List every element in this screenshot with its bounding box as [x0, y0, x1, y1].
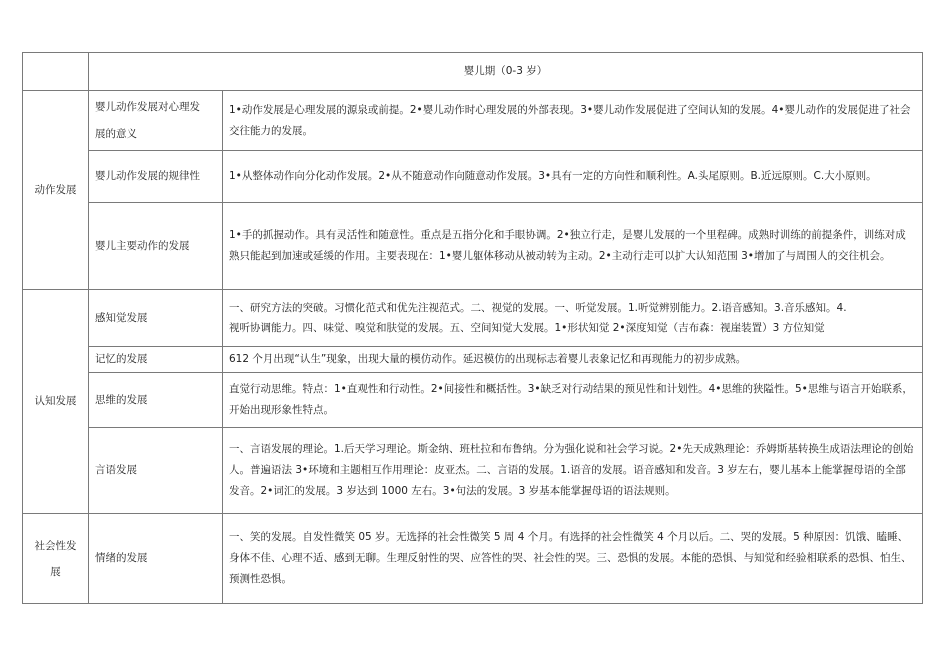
row-content-perception: [223, 290, 923, 347]
row-content-language: 一、言语发展的理论。1.后天学习理论。斯金纳、班杜拉和布鲁纳。分为强化说和社会学习说。2•先天成熟理论：乔姆斯基转换生成语法理论的创始人。普遍语法 3•环境和主题相互作用理论：皮亚杰。二、言语的发展。1.语音的发展。语音感知和发音。3 岁左右，婴儿基本上能掌握母语的全部发音。2•词汇的发展。3 岁达到 1000 左右。3•句法的发展。3 岁基本能掌握母语的语法规则。: [223, 428, 923, 514]
row-content-motor-rules: 1•从整体动作向分化动作发展。2•从不随意动作向随意动作发展。3•具有一定的方向性和顺利性。A.头尾原则。B.近远原则。C.大小原则。: [223, 151, 923, 203]
group-social-development: [23, 514, 89, 604]
row-label-line: 展的意义: [95, 127, 137, 140]
row-content-line: 视听协调能力。四、味觉、嗅觉和肤觉的发展。五、空间知觉大发展。1•形状知觉 2•深度知觉（吉布森：视崖装置）3 方位知觉: [229, 321, 825, 334]
row-content-memory: 612 个月出现“认生”现象，出现大量的模仿动作。延迟模仿的出现标志着婴儿表象记忆和再现能力的初步成熟。: [223, 347, 923, 373]
table-header-row: [23, 53, 923, 91]
group-cognitive-development: 认知发展: [23, 290, 89, 514]
row-label-thinking: 思维的发展: [89, 373, 223, 428]
document-sheet: [22, 52, 922, 604]
table-row: [23, 290, 923, 347]
table-row: [23, 347, 923, 373]
header-empty-cell: [23, 53, 89, 91]
row-content-motor-significance: 1•动作发展是心理发展的源泉或前提。2•婴儿动作时心理发展的外部表现。3•婴儿动作发展促进了空间认知的发展。4•婴儿动作的发展促进了社会交往能力的发展。: [223, 91, 923, 151]
row-label-line: 婴儿动作发展对心理发: [95, 100, 200, 113]
table-row: [23, 151, 923, 203]
table-row: [23, 91, 923, 151]
row-content-emotion: 一、笑的发展。自发性微笑 05 岁。无选择的社会性微笑 5 周 4 个月。有选择的社会性微笑 4 个月以后。二、哭的发展。5 种原因：饥饿、瞌睡、身体不佳、心理不适、感到无聊。生理反射性的哭、应答性的哭、社会性的哭。三、恐惧的发展。本能的恐惧、与知觉和经验相联系的恐惧、怕生、预测性恐惧。: [223, 514, 923, 604]
row-content-thinking: 直觉行动思维。特点：1•直观性和行动性。2•间接性和概括性。3•缺乏对行动结果的预见性和计划性。4•思维的狭隘性。5•思维与语言开始联系，开始出现形象性特点。: [223, 373, 923, 428]
row-label-emotion: 情绪的发展: [89, 514, 223, 604]
group-motor-development: 动作发展: [23, 91, 89, 290]
row-content-motor-main: 1•手的抓握动作。具有灵活性和随意性。重点是五指分化和手眼协调。2•独立行走，是婴儿发展的一个里程碑。成熟时训练的前提条件，训练对成熟只能起到加速或延缓的作用。主要表现在：1•婴儿躯体移动从被动转为主动。2•主动行走可以扩大认知范围 3•增加了与周围人的交往机会。: [223, 203, 923, 290]
row-label-memory: 记忆的发展: [89, 347, 223, 373]
row-label-motor-main: 婴儿主要动作的发展: [89, 203, 223, 290]
row-content-line: 一、研究方法的突破。习惯化范式和优先注视范式。二、视觉的发展。一、听觉发展。1.听觉辨别能力。2.语音感知。3.音乐感知。4.: [229, 301, 847, 314]
table-row: [23, 203, 923, 290]
development-table: [22, 52, 923, 604]
group-label-line: 展: [50, 565, 61, 578]
row-label-motor-significance: [89, 91, 223, 151]
group-label-line: 社会性发: [34, 539, 77, 552]
row-label-motor-rules: 婴儿动作发展的规律性: [89, 151, 223, 203]
table-header-title: 婴儿期（0-3 岁）: [89, 53, 923, 91]
table-row: [23, 514, 923, 604]
table-row: [23, 373, 923, 428]
row-label-perception: 感知觉发展: [89, 290, 223, 347]
row-label-language: 言语发展: [89, 428, 223, 514]
table-row: [23, 428, 923, 514]
